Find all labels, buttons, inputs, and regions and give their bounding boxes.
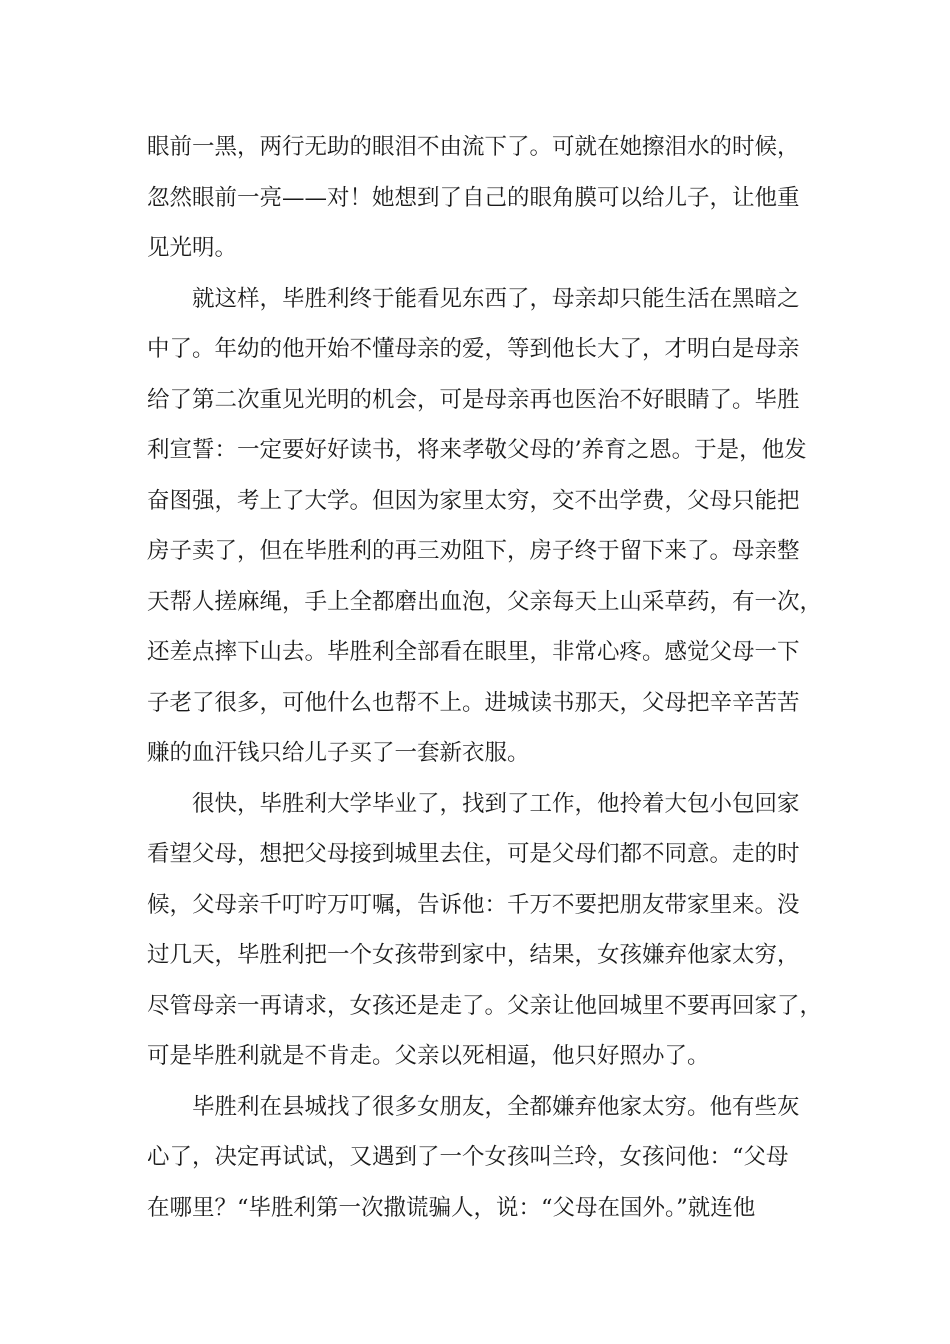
text-line: 给了第二次重见光明的机会，可是母亲再也医治不好眼睛了。毕胜 bbox=[147, 386, 800, 413]
text-line: 眼前一黑，两行无助的眼泪不由流下了。可就在她擦泪水的时候， bbox=[147, 134, 800, 160]
text-line: 赚的血汗钱只给儿子买了一套新衣服。 bbox=[147, 740, 530, 766]
text-line: 看望父母，想把父母接到城里去住，可是父母们都不同意。走的时 bbox=[147, 841, 800, 867]
text-line: 心了，决定再试试，又遇到了一个女孩叫兰玲，女孩问他：“父母 bbox=[147, 1144, 789, 1170]
body-text bbox=[147, 128, 827, 1239]
text-line: 毕胜利在县城找了很多女朋友，全都嫌弃他家太穷。他有些灰 bbox=[192, 1093, 800, 1120]
text-line: 还差点摔下山去。毕胜利全部看在眼里，非常心疼。感觉父母一下 bbox=[147, 639, 800, 665]
paragraph bbox=[147, 280, 827, 785]
text-line: 子老了很多，可他什么也帮不上。进城读书那天，父母把辛辛苦苦 bbox=[147, 689, 800, 716]
text-line: 在哪里？“毕胜利第一次撒谎骗人，说：“父母在国外。”就连他 bbox=[147, 1194, 756, 1221]
paragraph bbox=[147, 1088, 827, 1240]
text-line: 中了。年幼的他开始不懂母亲的爱，等到他长大了，才明白是母亲 bbox=[147, 336, 800, 362]
paragraph bbox=[147, 785, 827, 1088]
text-line: 很快，毕胜利大学毕业了，找到了工作，他拎着大包小包回家 bbox=[192, 790, 800, 817]
text-line: 天帮人搓麻绳，手上全都磨出血泡，父亲每天上山采草药，有一次， bbox=[147, 588, 823, 615]
text-line: 利宣誓：一定要好好读书，将来孝敬父母的’养育之恩。于是，他发 bbox=[147, 437, 807, 463]
text-line: 过几天，毕胜利把一个女孩带到家中，结果，女孩嫌弃他家太穷， bbox=[147, 942, 800, 968]
paragraph bbox=[147, 128, 827, 280]
text-line: 见光明。 bbox=[147, 235, 238, 261]
text-line: 房子卖了，但在毕胜利的再三劝阻下，房子终于留下来了。母亲整 bbox=[147, 538, 800, 564]
text-line: 候，父母亲千叮咛万叮嘱，告诉他：千万不要把朋友带家里来。没 bbox=[147, 891, 800, 918]
text-line: 可是毕胜利就是不肯走。父亲以死相逼，他只好照办了。 bbox=[147, 1043, 710, 1069]
text-line: 尽管母亲一再请求，女孩还是走了。父亲让他回城里不要再回家了， bbox=[147, 992, 823, 1019]
text-line: 忽然眼前一亮——对！她想到了自己的眼角膜可以给儿子，让他重 bbox=[147, 184, 800, 211]
text-line: 就这样，毕胜利终于能看见东西了，母亲却只能生活在黑暗之 bbox=[192, 285, 800, 312]
text-line: 奋图强，考上了大学。但因为家里太穷，交不出学费，父母只能把 bbox=[147, 487, 800, 514]
